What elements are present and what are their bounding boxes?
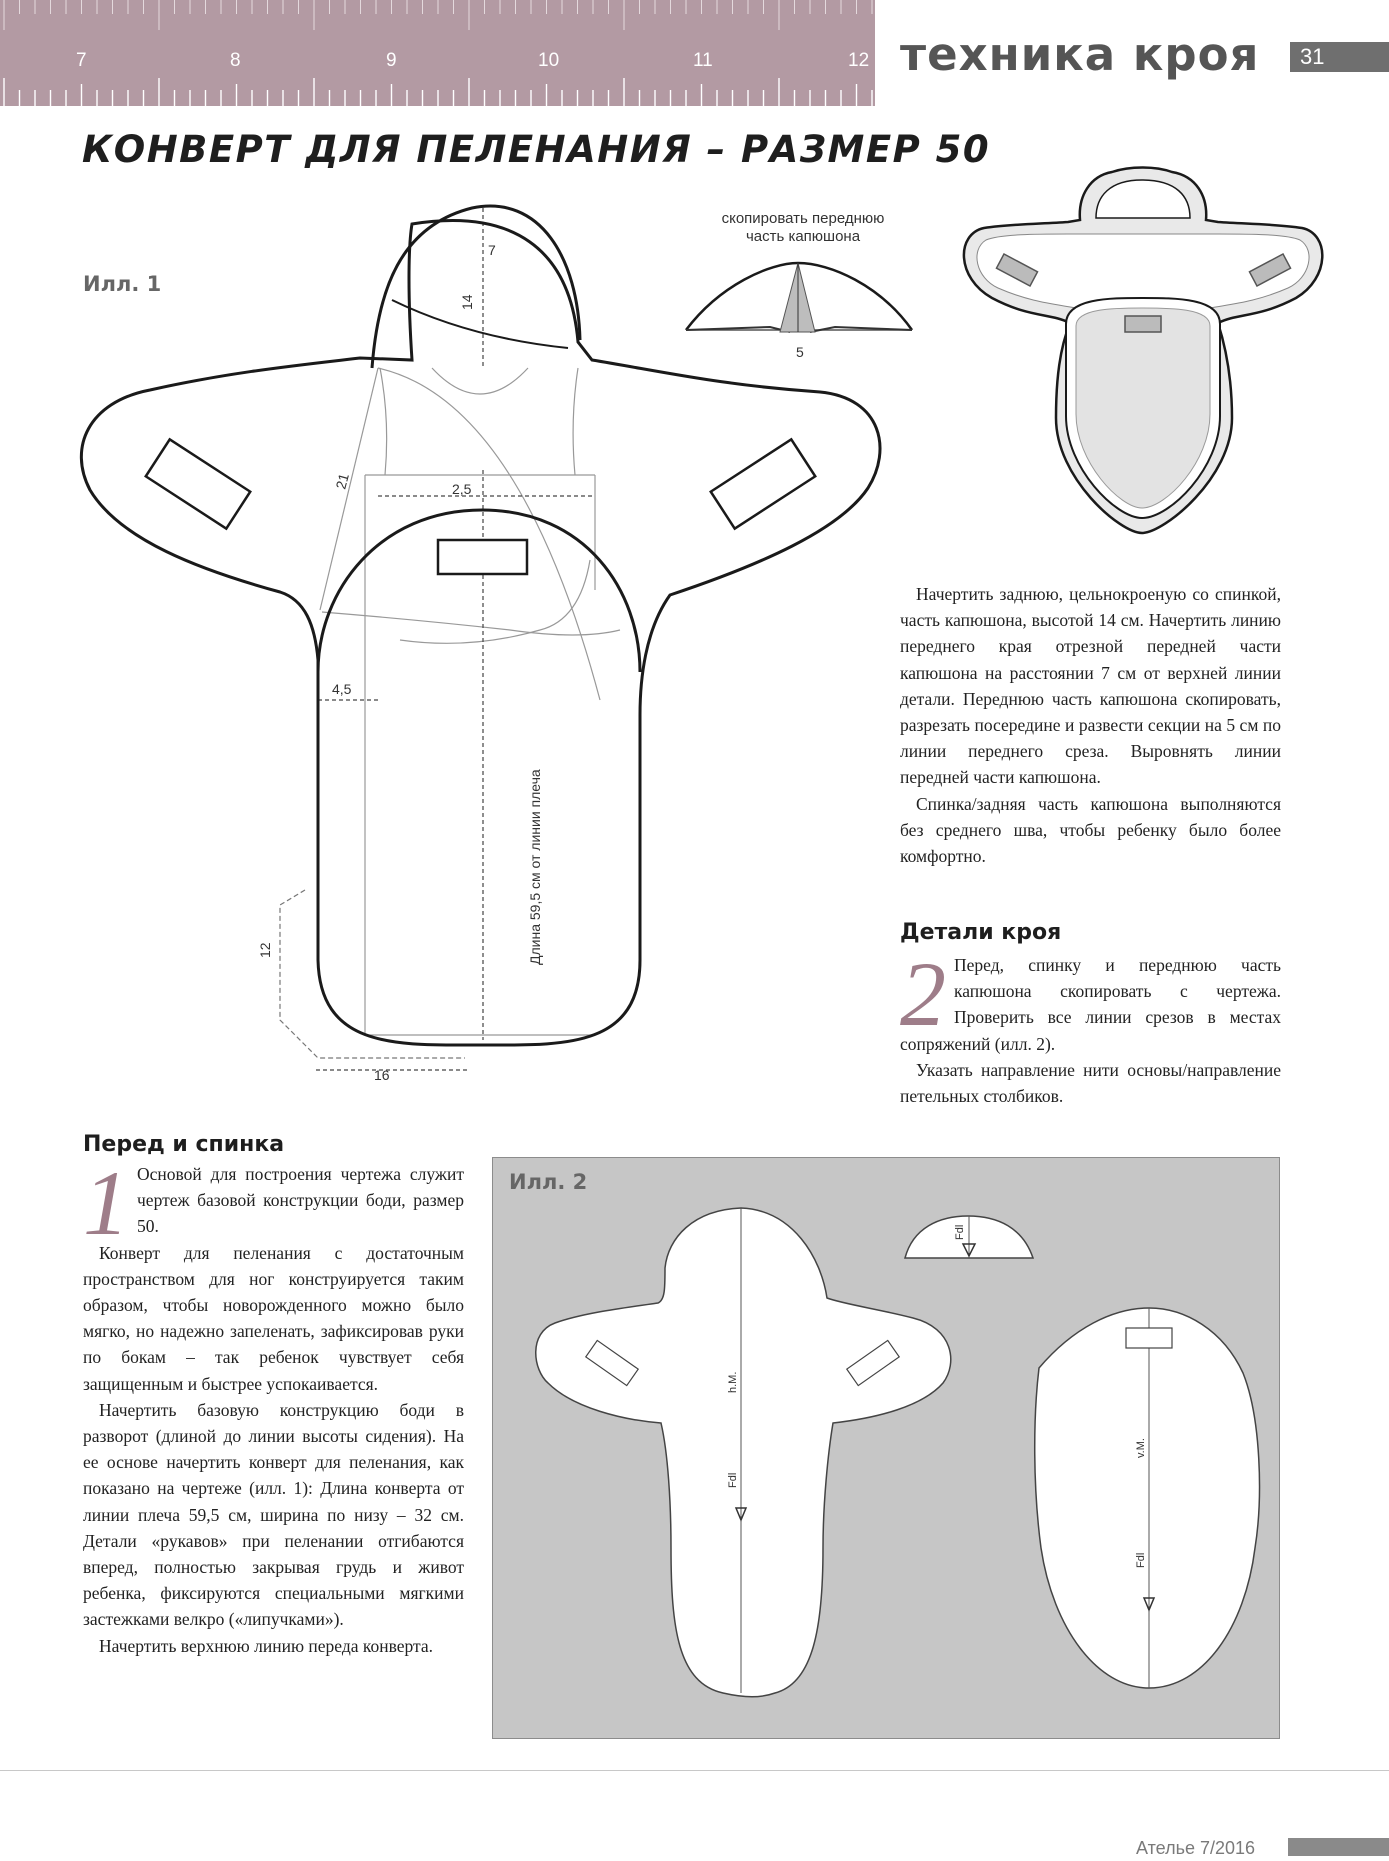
hood-copy-caption-line1: скопировать переднюю xyxy=(721,210,885,227)
ruler-number: 12 xyxy=(848,50,870,71)
fig1-label: Илл. 1 xyxy=(83,272,162,296)
footer-divider xyxy=(0,1770,1389,1771)
back-mark: h.M. xyxy=(727,1371,739,1393)
fig2-pieces xyxy=(493,1158,1281,1740)
details-paragraph: Перед, спинку и переднюю часть капюшона скопировать с чертежа. Проверить все линии срезов в местах сопряжений (илл. 2). xyxy=(900,955,1281,1054)
dim-chest: 2,5 xyxy=(452,481,472,497)
page-number: 31 xyxy=(1290,42,1389,72)
dim-side: 4,5 xyxy=(332,681,352,697)
ruler-ticks xyxy=(0,0,875,106)
guide-line xyxy=(432,368,528,394)
details-text xyxy=(900,943,1281,1109)
dim-hood-top: 7 xyxy=(488,242,496,258)
velcro-left xyxy=(146,439,250,528)
ruler-number: 10 xyxy=(538,50,560,71)
left-paragraph: Конверт для пеленания с достаточным пространством для ног конструируется таким образом, чтобы новорожденного можно было мягко, но надежно запеленать, зафиксировав руки по бокам – так ребенок чувствует себя защищенным и быстрее успокаивается. xyxy=(83,1242,464,1394)
dim-foot-height: 12 xyxy=(257,942,273,958)
footer-issue: Ателье 7/2016 xyxy=(1136,1838,1256,1858)
front-piece xyxy=(1035,1308,1260,1688)
hood-copy-spread-label: 5 xyxy=(796,344,804,360)
dim-hood-height: 14 xyxy=(459,294,475,310)
finished-envelope xyxy=(964,168,1322,534)
right-column-text xyxy=(900,581,1281,869)
left-paragraph: Начертить верхнюю линию переда конверта. xyxy=(99,1635,434,1656)
back-grain-label: Fdl xyxy=(727,1472,739,1488)
velcro-right xyxy=(711,439,815,528)
front-top-line xyxy=(318,510,640,672)
velcro-front xyxy=(438,540,527,574)
footer-bar xyxy=(1288,1838,1389,1856)
dim-length: Длина 59,5 см от линии плеча xyxy=(527,769,543,965)
right-paragraph: Спинка/задняя часть капюшона выполняются без среднего шва, чтобы ребенку было более комфортно. xyxy=(900,793,1281,867)
hood-outline xyxy=(372,206,580,368)
hood-copy-caption xyxy=(693,210,913,246)
finished-envelope-drawing xyxy=(950,148,1340,548)
guide-line xyxy=(322,612,620,635)
guide-line xyxy=(380,368,387,475)
back-piece xyxy=(536,1208,951,1697)
left-paragraph: Основой для построения чертежа служит чертеж базовой конструкции боди, размер 50. xyxy=(137,1164,464,1237)
ruler-number: 11 xyxy=(693,50,713,71)
front-velcro xyxy=(1126,1328,1172,1348)
dim-diagonal: 21 xyxy=(332,471,352,491)
left-paragraph: Начертить базовую конструкцию боди в разворот (длиной до линии высоты сидения). На ее основе начертить конверт для пеленания, как показано на чертеже (илл. 1): Длина конверта от линии плеча 59,5 см, ширина по низу – 32 см. Детали «рукавов» при пеленании отгибаются вперед, полностью закрывая грудь и живот ребенка, фиксируются специальными мягкими застежками велкро («липучками»). xyxy=(83,1399,464,1630)
dropcap-1: 1 xyxy=(83,1152,129,1254)
hood-mark: Fdl xyxy=(954,1224,966,1240)
guide-line xyxy=(573,368,578,475)
finished-velcro-front xyxy=(1125,316,1161,332)
front-mark: v.M. xyxy=(1135,1438,1147,1458)
dim-foot-width: 16 xyxy=(374,1067,390,1083)
construction-lines xyxy=(320,368,620,1035)
header-ruler xyxy=(0,0,875,106)
section-title: техника кроя xyxy=(900,28,1260,81)
hood-copy-drawing xyxy=(680,245,920,365)
front-grain-label: Fdl xyxy=(1135,1552,1147,1568)
page-title: КОНВЕРТ ДЛЯ ПЕЛЕНАНИЯ – РАЗМЕР 50 xyxy=(82,128,991,171)
dimension-lines xyxy=(316,208,595,1070)
front-back-heading: Перед и спинка xyxy=(83,1132,285,1157)
hood-copy-caption-line2: часть капюшона xyxy=(745,228,861,245)
fig2-panel xyxy=(492,1157,1280,1739)
ruler-number: 9 xyxy=(386,50,397,71)
foot-extension xyxy=(280,890,465,1058)
right-paragraph: Начертить заднюю, цельнокроеную со спинкой, часть капюшона, высотой 14 см. Начертить линию переднего края отрезной передней части капюшона на расстоянии 7 см от верхней линии детали. Переднюю часть капюшона скопировать, разрезать посередине и развести секции на 5 см по линии переднего среза. Выровнять линии передней части капюшона. xyxy=(900,584,1281,788)
hood-front-line xyxy=(392,300,568,348)
left-column-text xyxy=(83,1152,464,1659)
ruler-number: 7 xyxy=(76,50,87,71)
fig2-label: Илл. 2 xyxy=(509,1170,588,1194)
dropcap-2: 2 xyxy=(900,943,946,1045)
details-heading: Детали кроя xyxy=(900,920,1062,945)
details-paragraph: Указать направление нити основы/направление петельных столбиков. xyxy=(900,1059,1281,1107)
ruler-number: 8 xyxy=(230,50,241,71)
